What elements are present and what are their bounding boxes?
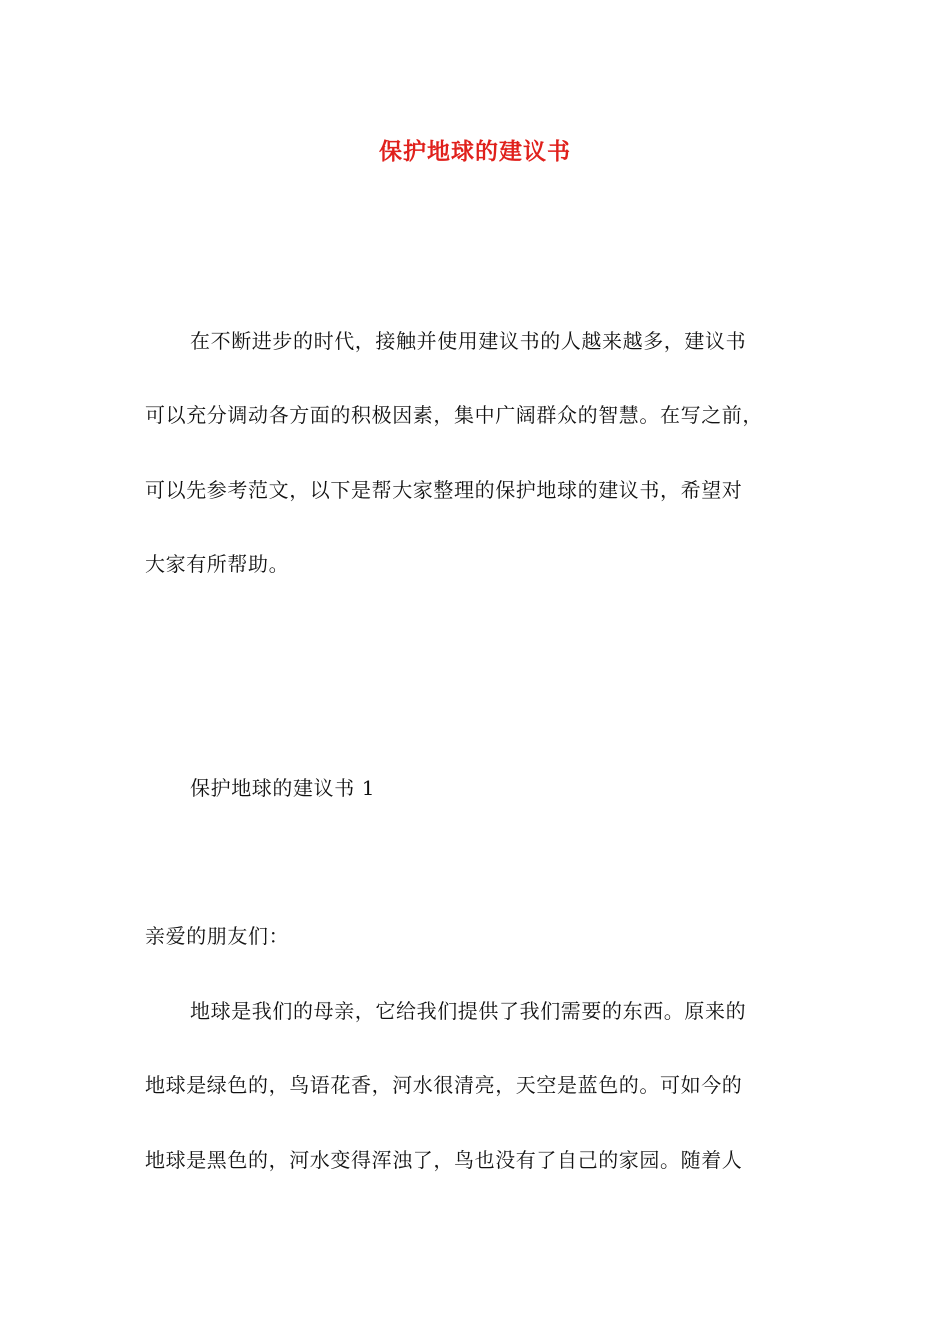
section-heading: 保护地球的建议书 1: [190, 776, 376, 800]
document-title: 保护地球的建议书: [379, 138, 571, 165]
body-line-1: 地球是我们的母亲，它给我们提供了我们需要的东西。原来的: [190, 999, 747, 1023]
intro-line-1: 在不断进步的时代，接触并使用建议书的人越来越多，建议书: [190, 329, 747, 353]
intro-line-2: 可以充分调动各方面的积极因素，集中广阔群众的智慧。在写之前，: [145, 403, 763, 427]
intro-line-3: 可以先参考范文，以下是帮大家整理的保护地球的建议书，希望对: [145, 478, 743, 502]
body-line-3: 地球是黑色的，河水变得浑浊了，鸟也没有了自己的家园。随着人: [145, 1148, 743, 1172]
intro-line-4: 大家有所帮助。: [145, 552, 290, 576]
body-line-2: 地球是绿色的，鸟语花香，河水很清亮，天空是蓝色的。可如今的: [145, 1073, 743, 1097]
salutation: 亲爱的朋友们：: [145, 924, 290, 948]
